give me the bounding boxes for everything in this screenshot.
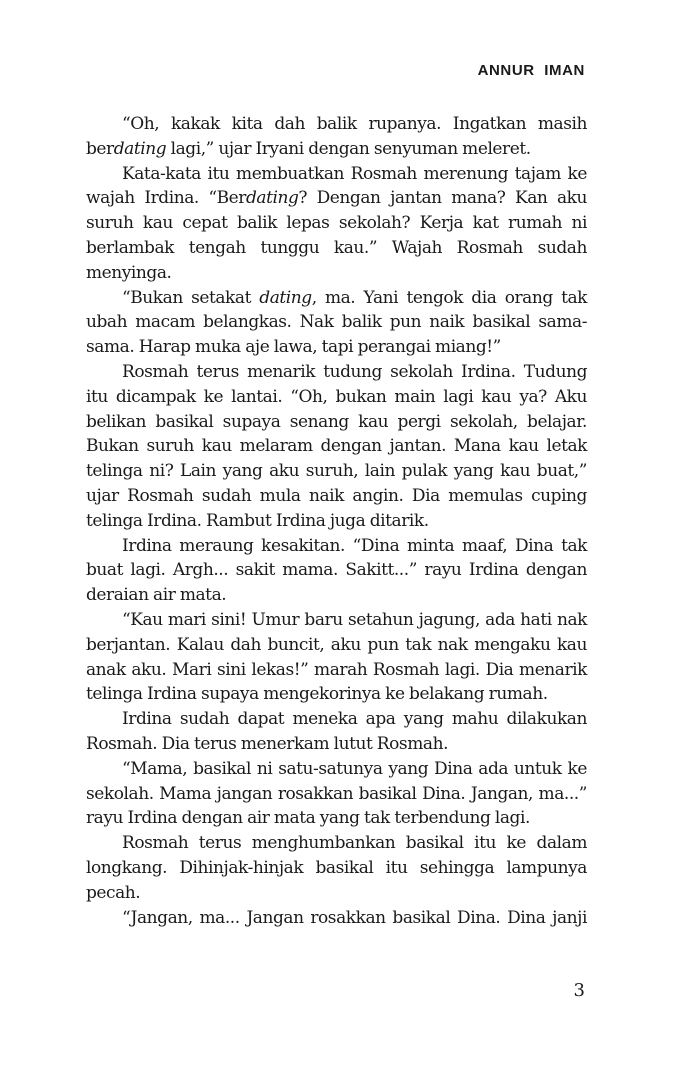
paragraph-text: Irdina sudah dapat meneka apa yang mahu dilakukan Rosmah. Dia terus menerkam lutut Rosmah.: [86, 709, 587, 754]
paragraph: [86, 707, 587, 757]
paragraph-text: ? Dengan jantan mana? Kan aku suruh kau cepat balik lepas sekolah? Kerja kat rumah ni berlambak tengah tunggu kau.” Wajah Rosmah sudah menyinga.: [86, 188, 587, 283]
paragraph-text: , ma. Yani tengok dia orang tak ubah macam belangkas. Nak balik pun naik basikal sama-sama. Harap muka aje lawa, tapi perangai miang!”: [86, 287, 587, 358]
paragraph-text: “Bukan setakat: [122, 287, 260, 308]
paragraph-text: “Oh, kakak kita dah balik rupanya. Ingatkan masih ber: [86, 114, 587, 159]
paragraph-text: “Mama, basikal ni satu-satunya yang Dina ada untuk ke sekolah. Mama jangan rosakkan basikal Dina. Jangan, ma...” rayu Irdina dengan air mata yang tak terbendung lagi.: [86, 758, 587, 829]
paragraph: [86, 831, 587, 905]
paragraph-text: “Kau mari sini! Umur baru setahun jagung, ada hati nak berjantan. Kalau dah buncit, aku pun tak nak mengaku kau anak aku. Mari sini lekas!” marah Rosmah lagi. Dia menarik telinga Irdina supaya mengekorinya ke belakang rumah.: [86, 609, 587, 705]
running-header: ANNUR IMAN: [477, 62, 585, 79]
italic-text: dating: [113, 138, 167, 159]
paragraph-text: Irdina meraung kesakitan. “Dina minta maaf, Dina tak buat lagi. Argh... sakit mama. Sakitt...” rayu Irdina dengan deraian air mata.: [86, 535, 587, 606]
paragraph: [86, 360, 587, 534]
body-text: [86, 112, 587, 930]
paragraph-text: Rosmah terus menarik tudung sekolah Irdina. Tudung itu dicampak ke lantai. “Oh, bukan main lagi kau ya? Aku belikan basikal supaya senang kau pergi sekolah, belajar. Bukan suruh kau melaram dengan jantan. Mana kau letak telinga ni? Lain yang aku suruh, lain pulak yang kau buat,” ujar Rosmah sudah mula naik angin. Dia memulas cuping telinga Irdina. Rambut Irdina juga ditarik.: [86, 361, 587, 531]
paragraph: [86, 286, 587, 360]
paragraph: [86, 906, 587, 931]
paragraph-text: “Jangan, ma... Jangan rosakkan basikal Dina. Dina janji: [122, 907, 587, 928]
paragraph-text: Kata-kata itu membuatkan Rosmah merenung tajam ke wajah Irdina. “Ber: [86, 163, 587, 209]
paragraph: [86, 608, 587, 707]
paragraph-text: Rosmah terus menghumbankan basikal itu ke dalam longkang. Dihinjak-hinjak basikal itu sehingga lampunya pecah.: [86, 833, 587, 903]
italic-text: dating: [245, 188, 299, 209]
paragraph-text: lagi,” ujar Iryani dengan senyuman meleret.: [166, 138, 531, 159]
paragraph: [86, 534, 587, 608]
paragraph: [86, 757, 587, 831]
page-number: 3: [573, 980, 585, 1001]
italic-text: dating: [259, 287, 312, 308]
paragraph: [86, 162, 587, 286]
paragraph: [86, 112, 587, 162]
